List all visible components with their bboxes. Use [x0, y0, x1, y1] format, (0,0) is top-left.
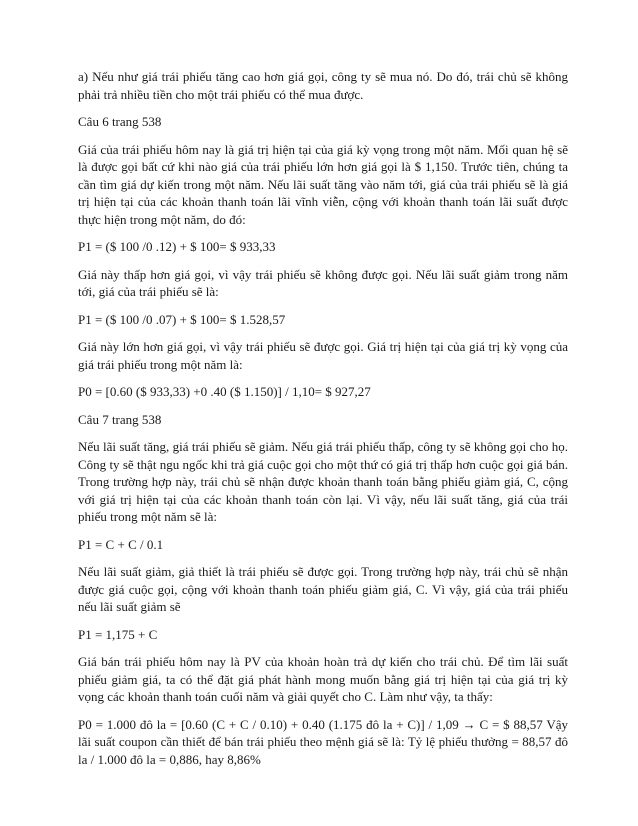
paragraph-answer-a: a) Nếu như giá trái phiếu tăng cao hơn giá gọi, công ty sẽ mua nó. Do đó, trái chủ sẽ không phải trả nhiều tiền cho một trái phiếu có thể mua được. — [78, 69, 568, 102]
heading-cau-6: Câu 6 trang 538 — [78, 114, 162, 129]
heading-cau-7: Câu 7 trang 538 — [78, 411, 162, 427]
paragraph-solution: P0 = 1.000 đô la = [0.60 (C + C / 0.10) + 0.40 (1.175 đô la + C)] / 1,09 → C = $ 88,57 Vậy lãi suất coupon cần thiết để bán trái phiếu theo mệnh giá sẽ là: Tỷ lệ phiếu thưởng = 88,57 đô la / 1.000 đô la = 0,886, hay 8,86% — [78, 716, 568, 767]
formula-p0: P0 = [0.60 ($ 933,33) +0 .40 ($ 1.150)] / 1,10= $ 927,27 — [78, 384, 371, 399]
paragraph-pv-payoff: Giá bán trái phiếu hôm nay là PV của khoản hoàn trả dự kiến cho trái chủ. Để tìm lãi suất phiếu giảm giá, ta có thể đặt giá phát hành mong muốn bằng giá trị hiện tại của giá trị kỳ vọng các khoản thanh toán cuối năm và giải quyết cho C. Làm như vậy, ta thấy: — [78, 654, 568, 704]
formula-p1-rate-down: P1 = ($ 100 /0 .07) + $ 100= $ 1.528,57 — [78, 311, 286, 327]
formula-p1-rate-up: P1 = ($ 100 /0 .12) + $ 100= $ 933,33 — [78, 239, 276, 254]
paragraph-cau-7-intro: Nếu lãi suất tăng, giá trái phiếu sẽ giảm. Nếu giá trái phiếu thấp, công ty sẽ không gọi cho họ. Công ty sẽ thật ngu ngốc khi trả giá cuộc gọi cho một thứ có giá trị thấp hơn cuộc gọi giá bán. Trong trường hợp này, trái chủ sẽ nhận được khoản thanh toán bằng phiếu giảm giá, C, cộng với giá trị hiện tại của các khoản thanh toán còn lại. Vì vậy, nếu lãi suất tăng, giá của trái phiếu trong một năm sẽ là: — [78, 439, 568, 524]
formula-p1-coupon: P1 = C + C / 0.1 — [78, 536, 164, 552]
formula-p1-call: P1 = 1,175 + C — [78, 626, 158, 642]
paragraph-rate-down: Giá này thấp hơn giá gọi, vì vậy trái phiếu sẽ không được gọi. Nếu lãi suất giảm trong năm tới, giá của trái phiếu sẽ là: — [78, 266, 568, 299]
paragraph-assume-called: Nếu lãi suất giảm, giả thiết là trái phiếu sẽ được gọi. Trong trường hợp này, trái chủ sẽ nhận được giá cuộc gọi, cộng với khoản thanh toán phiếu giảm giá, C. Vì vậy, giá của trái phiếu nếu lãi suất giảm sẽ — [78, 564, 568, 614]
document-page — [78, 68, 568, 778]
paragraph-cau-6-intro: Giá của trái phiếu hôm nay là giá trị hiện tại của giá kỳ vọng trong một năm. Mối quan hệ sẽ là được gọi bất cứ khi nào giá của trái phiếu lớn hơn giá gọi là $ 1,150. Trước tiên, chúng ta cần tìm giá dự kiến trong một năm. Nếu lãi suất tăng vào năm tới, giá của trái phiếu sẽ là giá trị hiện tại của các khoản thanh toán lãi vĩnh viễn, cộng với khoản thanh toán lãi suất được thực hiện trong một năm, do đó: — [78, 141, 568, 227]
paragraph-called: Giá này lớn hơn giá gọi, vì vậy trái phiếu sẽ được gọi. Giá trị hiện tại của giá trị kỳ vọng của giá trái phiếu trong một năm là: — [78, 339, 568, 372]
